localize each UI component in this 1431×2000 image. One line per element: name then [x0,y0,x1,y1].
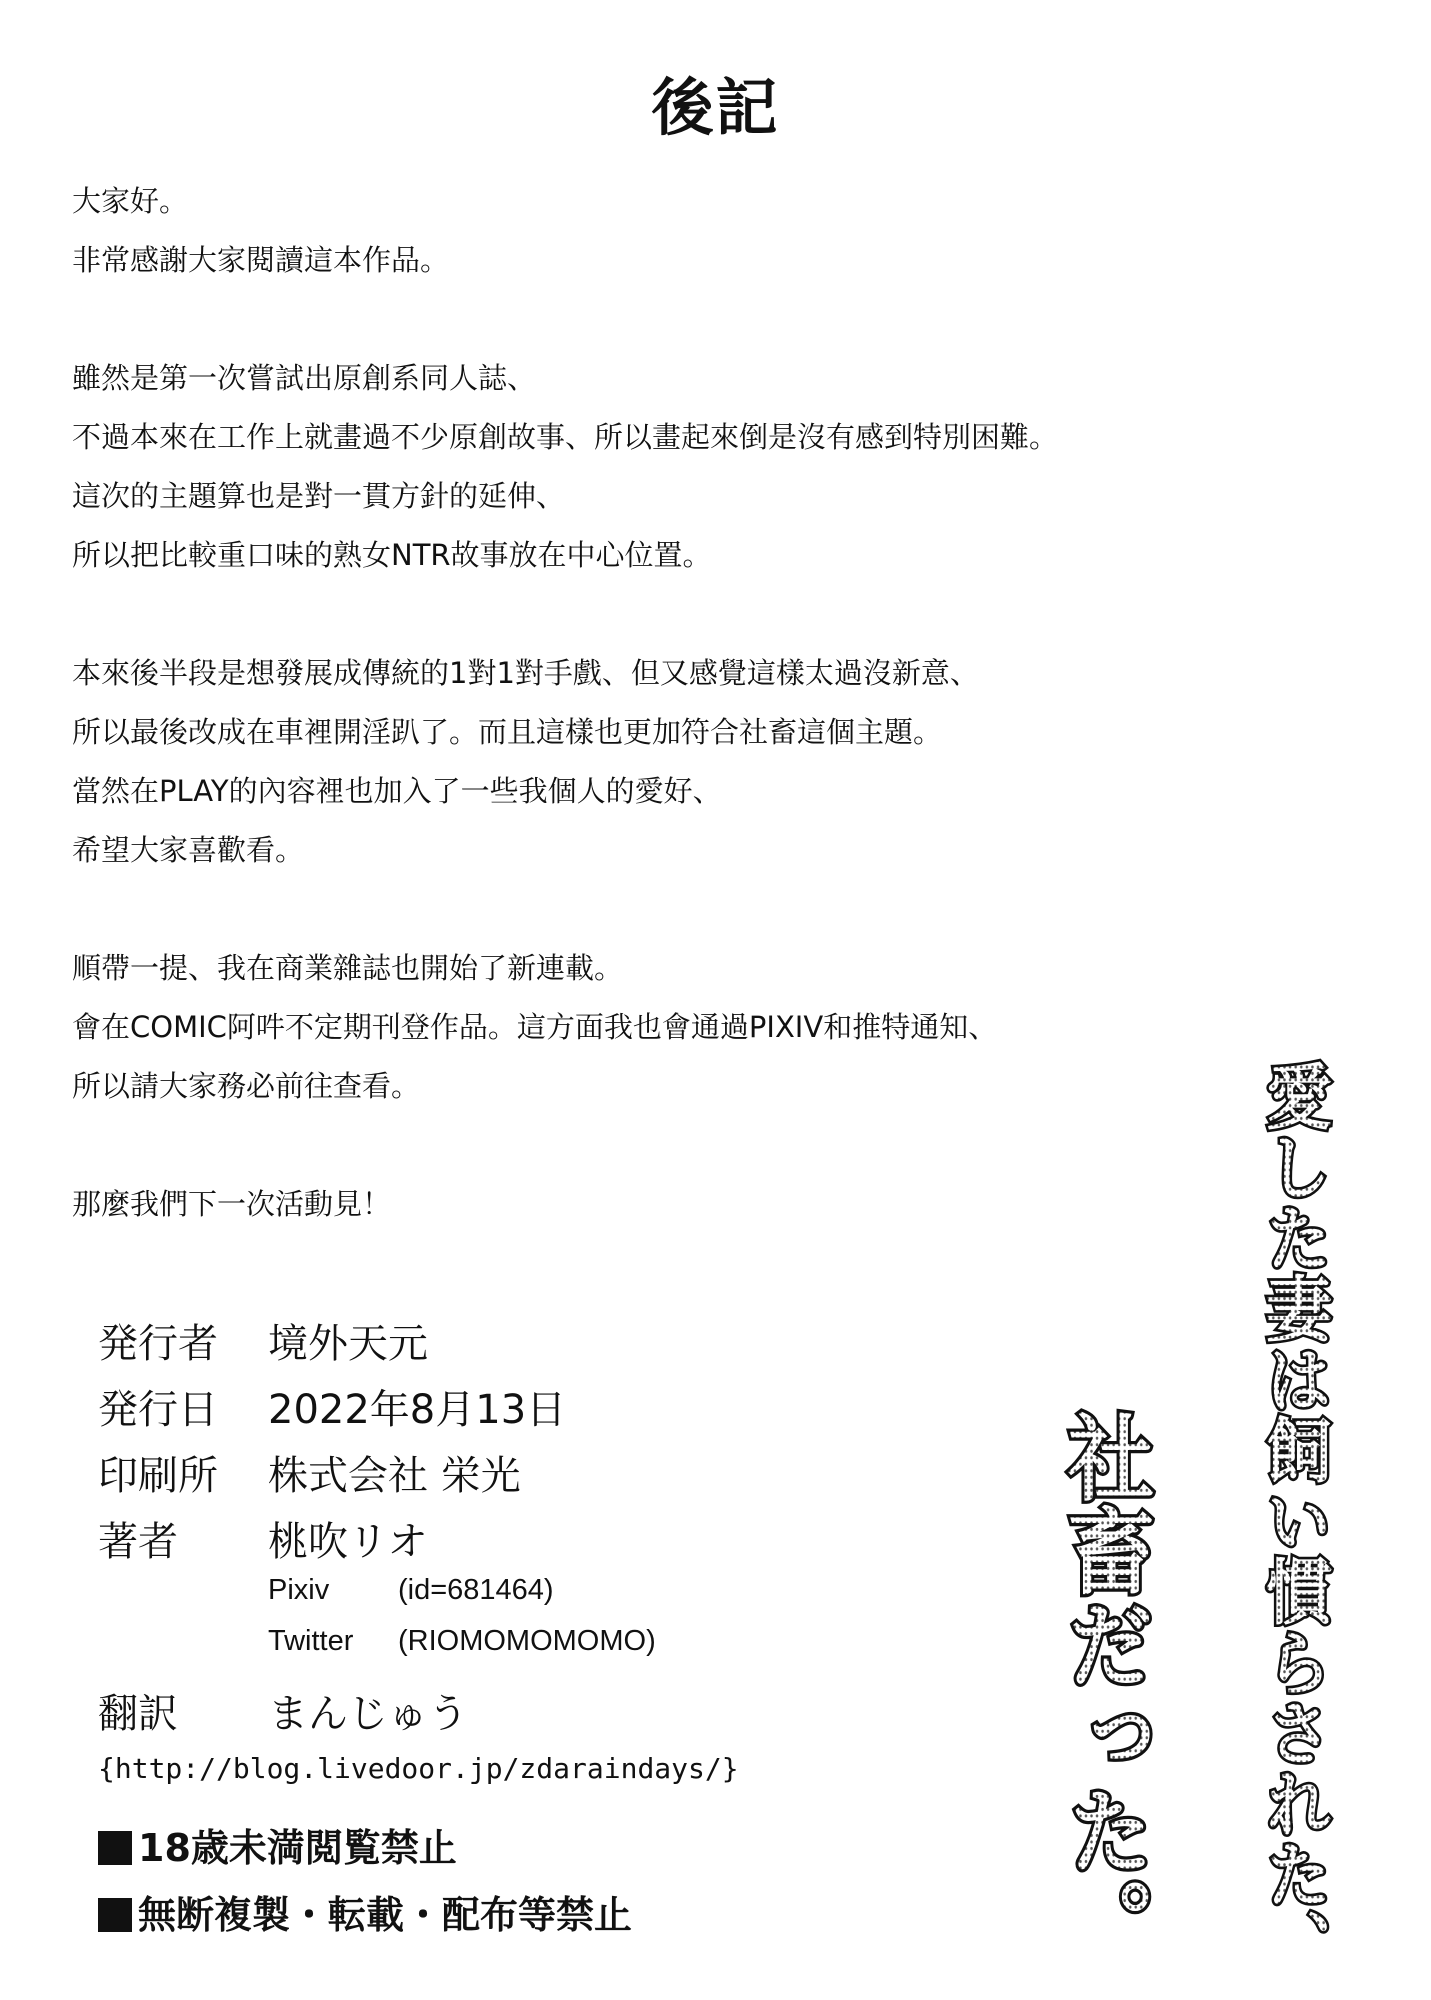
paragraph [72,349,1192,585]
copyright-notice: 無断複製・転載・配布等禁止 [138,1893,633,1937]
logo-line-1: 愛した妻は飼い慣らされた、 [1254,1060,1332,1918]
printer-label: 印刷所 [98,1453,218,1499]
text-line: 會在COMIC阿吽不定期刊登作品。這方面我也會通過PIXIV和推特通知、 [72,1010,998,1044]
text-line: 當然在PLAY的內容裡也加入了一些我個人的愛好、 [72,774,722,808]
date-label: 発行日 [98,1387,218,1433]
black-square-icon [98,1898,132,1932]
twitter-row [98,1625,698,1665]
paragraph [72,644,1192,880]
translator-value: まんじゅう [268,1691,468,1737]
text-line: 希望大家喜歡看。 [72,833,305,867]
paragraph [72,172,1192,290]
text-line: 本來後半段是想發展成傳統的1對1對手戲、但又感覺這樣太過沒新意、 [72,656,979,690]
pixiv-row [98,1574,698,1614]
text-line: 那麼我們下一次活動見！ [72,1187,392,1221]
text-line: 順帶一提、我在商業雜誌也開始了新連載。 [72,951,624,985]
text-line: 所以最後改成在車裡開淫趴了。而且這樣也更加符合社畜這個主題。 [72,715,943,749]
black-square-icon [98,1831,132,1865]
translator-url: {http://blog.livedoor.jp/zdaraindays/} [98,1752,739,1785]
text-line: 雖然是第一次嘗試出原創系同人誌、 [72,361,537,395]
text-line: 非常感謝大家閱讀這本作品。 [72,243,450,277]
text-line: 所以請大家務必前往查看。 [72,1069,421,1103]
date-value: 2022年8月13日 [268,1387,567,1433]
translator-label: 翻訳 [98,1691,178,1737]
text-line: 大家好。 [72,184,189,218]
title-logo [985,1030,1415,1990]
logo-line-2: 社畜だった。 [1053,1410,1153,1926]
pixiv-id: (id=681464) [398,1574,554,1606]
pixiv-label: Pixiv [268,1574,330,1606]
page-title: 後記 [651,71,780,144]
author-label: 著者 [98,1519,178,1565]
author-value: 桃吹リオ [268,1519,428,1565]
twitter-label: Twitter [268,1625,354,1657]
twitter-id: (RIOMOMOMOMO) [398,1625,656,1657]
text-line: 所以把比較重口味的熟女NTR故事放在中心位置。 [72,538,712,572]
text-line: 不過本來在工作上就畫過不少原創故事、所以畫起來倒是沒有感到特別困難。 [72,420,1059,454]
text-line: 這次的主題算也是對一貫方針的延伸、 [72,479,566,513]
age-restriction-notice: 18歳未満閲覧禁止 [138,1826,457,1870]
printer-value: 株式会社 栄光 [268,1453,521,1499]
publisher-value: 境外天元 [268,1321,428,1367]
publisher-label: 発行者 [98,1321,218,1367]
